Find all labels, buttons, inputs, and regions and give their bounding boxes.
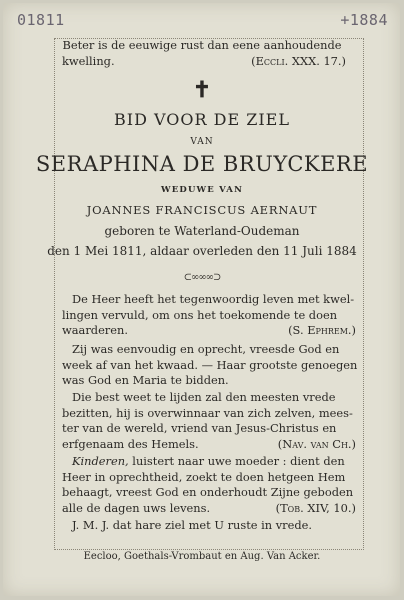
text-line: bezitten, hij is overwinnaar van zich zelven, mees- — [62, 405, 353, 420]
text-line: was God en Maria te bidden. — [62, 373, 229, 387]
text-line: Die best weet te lijden zal den meesten vrede — [72, 390, 336, 404]
deceased-name: SERAPHINA DE BRUYCKERE — [35, 152, 369, 176]
text-line: waarderen. — [62, 323, 128, 337]
cross-icon: ✝ — [192, 77, 212, 103]
motto-text-end: kwelling. — [62, 54, 115, 68]
text-line: Zij was eenvoudig en oprecht, vreesde God en — [72, 342, 340, 356]
motto-line-1: Beter is de eeuwige rust dan eene aanhoudende — [62, 38, 342, 52]
husband-name: JOANNES FRANCISCUS AERNAUT — [86, 203, 318, 217]
text-line: J. M. J. dat hare ziel met U ruste in vrede. — [72, 518, 313, 532]
life-dates: den 1 Mei 1811, aldaar overleden den 11 Juli 1884 — [47, 244, 357, 258]
motto-line-2 — [62, 54, 346, 69]
ornament-divider: ⊂∞∞∞⊃ — [183, 272, 221, 283]
reference: (Nav. van Ch.) — [277, 436, 356, 451]
text-line: Heer in oprechtheid, zoekt te doen hetgeen Hem — [62, 469, 346, 484]
text-line: alle de dagen uws levens. — [62, 500, 211, 515]
text-line: luistert naar uwe moeder : dient den — [132, 454, 345, 468]
paragraph-children — [62, 454, 356, 516]
reference: (Tob. XIV, 10.) — [275, 500, 356, 515]
paragraph-suffering — [62, 390, 356, 452]
closing-prayer — [62, 518, 356, 534]
text-line: week af van het kwaad. — Haar grootste genoegen — [62, 357, 358, 372]
text-line: erfgenaam des Hemels. — [62, 436, 199, 451]
prayer-heading: BID VOOR DE ZIEL — [114, 110, 290, 129]
handwritten-number-left: 01811 — [17, 11, 65, 29]
reference: (S. Ephrem.) — [288, 323, 356, 337]
printer-footer: Eecloo, Goethals-Vrombaut en Aug. Van Acker. — [83, 551, 321, 562]
text-line: ter van de wereld, vriend van Jesus-Christus en — [62, 421, 337, 435]
paragraph-ephrem — [62, 292, 356, 339]
text-line: lingen vervuld, om ons het toekomende te doen — [62, 307, 338, 322]
text-line: De Heer heeft het tegenwoordig leven met kwel- — [72, 292, 355, 306]
birth-place: geboren te Waterland-Oudeman — [104, 224, 300, 238]
paragraph-virtue — [62, 342, 356, 389]
text-line: behaagt, vreest God en onderhoudt Zijne geboden — [62, 485, 354, 499]
motto-reference: (Eccli. XXX. 17.) — [251, 54, 346, 68]
van-label: VAN — [190, 137, 214, 147]
widow-label: WEDUWE VAN — [160, 185, 244, 195]
italic-word: Kinderen, — [72, 454, 129, 468]
handwritten-number-right: +1884 — [340, 11, 388, 29]
